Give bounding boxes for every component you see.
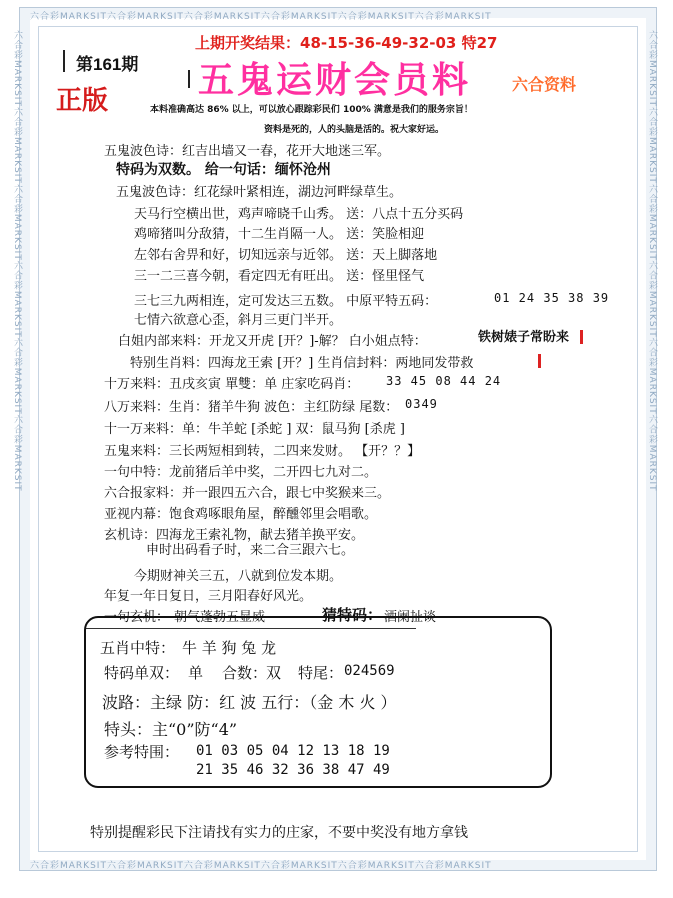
five-zodiac-value: 牛 羊 狗 兔 龙	[182, 639, 277, 657]
content-line: 十一万来料：单：牛羊蛇 [杀蛇 ] 双：鼠马狗 [杀虎 ]	[104, 422, 405, 437]
watermark-top: 六合彩MARKSIT六合彩MARKSIT六合彩MARKSIT六合彩MARKSIT六合彩MARKSIT六合彩MARKSIT	[30, 12, 492, 22]
issue-divider	[63, 50, 65, 72]
content-line: 年复一年日复日，三月阳春好风光。	[104, 589, 313, 604]
cankao-numbers: 21 35 46 32 36 38 47 49	[196, 762, 390, 778]
cankao-label: 参考特围：	[104, 743, 180, 761]
weishu-value: 0349	[405, 397, 438, 411]
bolu-line: 波路：主绿 防：红 波 五行：（金 木 火 ）	[102, 693, 397, 712]
tetou-line: 特头：主“0”防“4”	[104, 720, 238, 739]
tewei-value	[344, 661, 395, 679]
zhuangjia-numbers: 33 45 08 44 24	[386, 374, 502, 388]
page-title: 五鬼运财会员料	[198, 59, 472, 101]
content-line: 六合报家料：并一跟四五六合，跟七中奖猴来三。	[104, 486, 391, 501]
last-draw-result: 上期开奖结果：48-15-36-49-32-03 特27	[195, 34, 498, 52]
content-line: 今期财神关三五，八就到位发本期。	[134, 569, 343, 584]
cai-text: 酒阑扯谈	[384, 610, 437, 625]
watermark-bottom: 六合彩MARKSIT六合彩MARKSIT六合彩MARKSIT六合彩MARKSIT六合彩MARKSIT六合彩MARKSIT	[30, 861, 492, 871]
content-line: 五鬼波色诗：红吉出墙又一春，花开大地迷三军。	[104, 144, 391, 159]
issue-number: 第161期	[76, 55, 139, 74]
red-marker	[538, 354, 541, 368]
content-line: 特码为双数。 给一句话：缅怀沧州	[116, 162, 331, 178]
content-line: 申时出码看子时，来二合三跟六七。	[146, 543, 355, 558]
content-line: 十万来料：丑戌亥寅 單雙：单 庄家吃码肖：	[104, 377, 360, 392]
prediction-box-divider	[86, 628, 416, 629]
tewei-label: 特尾：	[298, 664, 344, 682]
content-line: 五鬼来料：三长两短相到转，二四来发财。 【开？？】	[104, 444, 421, 459]
content-line: 亚视内幕：饱食鸡啄眼角屋，醉醺邻里会唱歌。	[104, 507, 378, 522]
watermark-left: 六合彩MARKSIT六合彩MARKSIT六合彩MARKSIT六合彩MARKSIT六合彩MARKSIT六合彩MARKSIT	[12, 30, 22, 492]
content-line: 铁树婊子常盼来	[478, 330, 570, 345]
content-line: 白姐内部来料：开龙又开虎 [开？]-解？ 白小姐点特：	[118, 334, 427, 349]
cai-label: 猜特码：	[322, 606, 383, 624]
content-line: 三七三九两相连，定可发达三五数。 中原平特五码：	[134, 294, 438, 309]
xuanji-label: 一句玄机：	[104, 610, 170, 625]
content-line: 特别生肖料：四海龙王索 [开？] 生肖信封料：两地同发带救	[130, 356, 474, 371]
content-line: 玄机诗：四海龙王索礼物，献去猪羊换平安。	[104, 528, 365, 543]
content-line: 一句中特：龙前猪后羊中奖，二开四七九对二。	[104, 465, 378, 480]
footer-warning: 特别提醒彩民下注请找有实力的庄家，不要中奖没有地方拿钱	[90, 825, 468, 841]
xuanji-text: 朝气蓬勃五显威	[174, 610, 266, 625]
notice-line-1: 本料准确高达 86% 以上，可以放心跟踪彩民们 100% 满意是我们的服务宗旨！	[150, 105, 473, 115]
watermark-right: 六合彩MARKSIT六合彩MARKSIT六合彩MARKSIT六合彩MARKSIT六合彩MARKSIT六合彩MARKSIT	[647, 30, 657, 492]
content-line: 左邻右舍畀和好，切知远亲与近邻。 送：天上脚落地	[134, 248, 438, 263]
content-line: 鸡啼猪叫分敌猜，十二生肖隔一人。 送：笑脸相迎	[134, 227, 425, 242]
red-marker	[580, 330, 583, 344]
cankao-row-1	[196, 741, 390, 759]
cankao-row-2	[196, 760, 390, 778]
five-zodiac-label: 五肖中特：	[100, 639, 176, 657]
cankao-numbers: 01 03 05 04 12 13 18 19	[196, 743, 390, 759]
page-subtitle: 六合资料	[512, 75, 577, 94]
content-line: 五鬼波色诗：红花绿叶紧相连，湖边河畔绿草生。	[116, 185, 403, 200]
edition-label: 正版	[56, 86, 109, 116]
heshu-value: 双	[266, 664, 282, 682]
tewei-number: 024569	[344, 663, 395, 679]
content-line: 八万来料：生肖：猪羊牛狗 波色：主红防绿 尾数：	[104, 400, 399, 415]
content-line: 天马行空横出世，鸡声啼晓千山秀。 送：八点十五分买码	[134, 207, 464, 222]
pingte-five-numbers: 01 24 35 38 39	[494, 291, 610, 305]
danshuang-label: 特码单双：	[104, 664, 180, 682]
title-divider	[188, 70, 190, 88]
notice-line-2: 资料是死的，人的头脑是活的。祝大家好运。	[264, 125, 445, 135]
content-line: 三一二三喜今朝，看定四无有旺出。 送：怪里怪气	[134, 269, 425, 284]
heshu-label: 合数：	[222, 664, 268, 682]
content-line: 七情六欲意心歪，斜月三更门半开。	[134, 313, 343, 328]
danshuang-value: 单	[188, 664, 204, 682]
